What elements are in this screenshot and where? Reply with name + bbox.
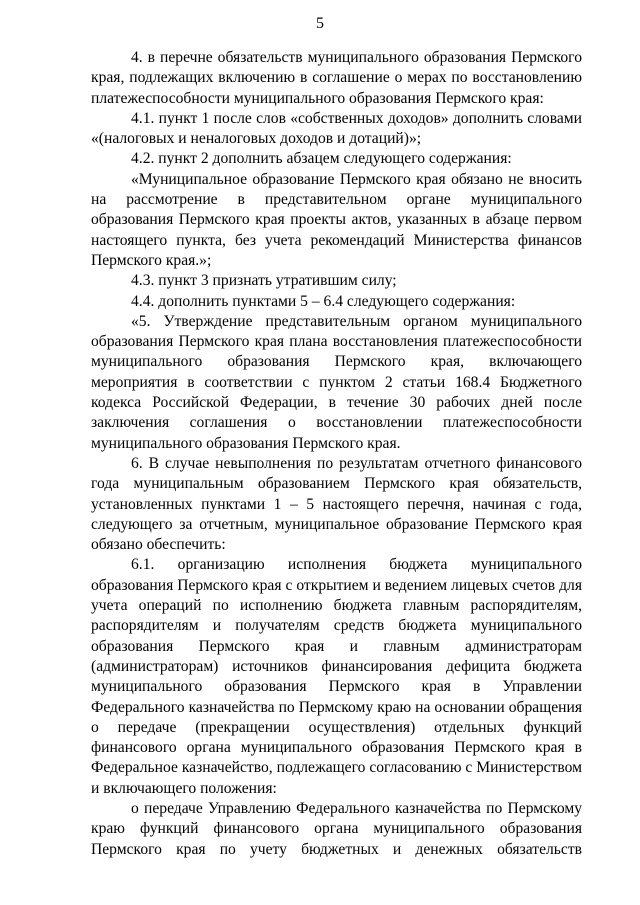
paragraph-transfer-functions: о передаче Управлению Федерального казначейства по Пермскому краю функций финансового органа муниципального образования Пермского края по учету бюджетных и денежных обязательств (91, 799, 582, 858)
paragraph-subitem-4-2: 4.2. пункт 2 дополнить абзацем следующего содержания: (131, 150, 512, 168)
paragraph-point-5: «5. Утверждение представительным органом муниципального образования Пермского края плана восстановления платежеспособности муниципального образования Пермского края, включающего мероприятия в соответствии с пунктом 2 статьи 168.4 Бюджетного кодекса Российской Федерации, в течение 30 рабочих дней после заключения соглашения о восстановлении платежеспособности муниципального образования Пермского края. (91, 312, 582, 452)
paragraph-subitem-4-1: 4.1. пункт 1 после слов «собственных доходов» дополнить словами «(налоговых и неналоговых доходов и дотаций)»; (91, 109, 582, 148)
paragraph-subitem-4-3: 4.3. пункт 3 признать утратившим силу; (131, 272, 397, 290)
paragraph-point-6: 6. В случае невыполнения по результатам отчетного финансового года муниципальным образованием Пермского края обязательств, установленных пунктами 1 – 5 настоящего перечня, начиная с года, следующего за отчетным, муниципальное образование Пермского края обязано обеспечить: (91, 454, 582, 554)
document-body (91, 48, 582, 860)
paragraph-point-6-1: 6.1. организацию исполнения бюджета муниципального образования Пермского края с открытием и ведением лицевых счетов для учета операций по исполнению бюджета главным распорядителям, распорядителям и получателям средств бюджета муниципального образования Пермского края и главным администраторам (администраторам) источников финансирования дефицита бюджета муниципального образования Пермского края в Управлении Федерального казначейства по Пермскому краю на основании обращения о передаче (прекращении осуществления) отдельных функций финансового органа муниципального образования Пермского края в Федеральное казначейство, подлежащего согласованию с Министерством и включающего положения: (91, 556, 582, 797)
page-number: 5 (316, 15, 324, 32)
paragraph-subitem-4-4: 4.4. дополнить пунктами 5 – 6.4 следующего содержания: (131, 292, 516, 310)
paragraph-quoted-insert: «Муниципальное образование Пермского края обязано не вносить на рассмотрение в представительном органе муниципального образования Пермского края проекты актов, указанных в абзаце первом настоящего пункта, без учета рекомендаций Министерства финансов Пермского края.»; (91, 170, 582, 269)
paragraph-item-4: 4. в перечне обязательств муниципального образования Пермского края, подлежащих включению в соглашение о мерах по восстановлению платежеспособности муниципального образования Пермского края: (91, 49, 582, 107)
